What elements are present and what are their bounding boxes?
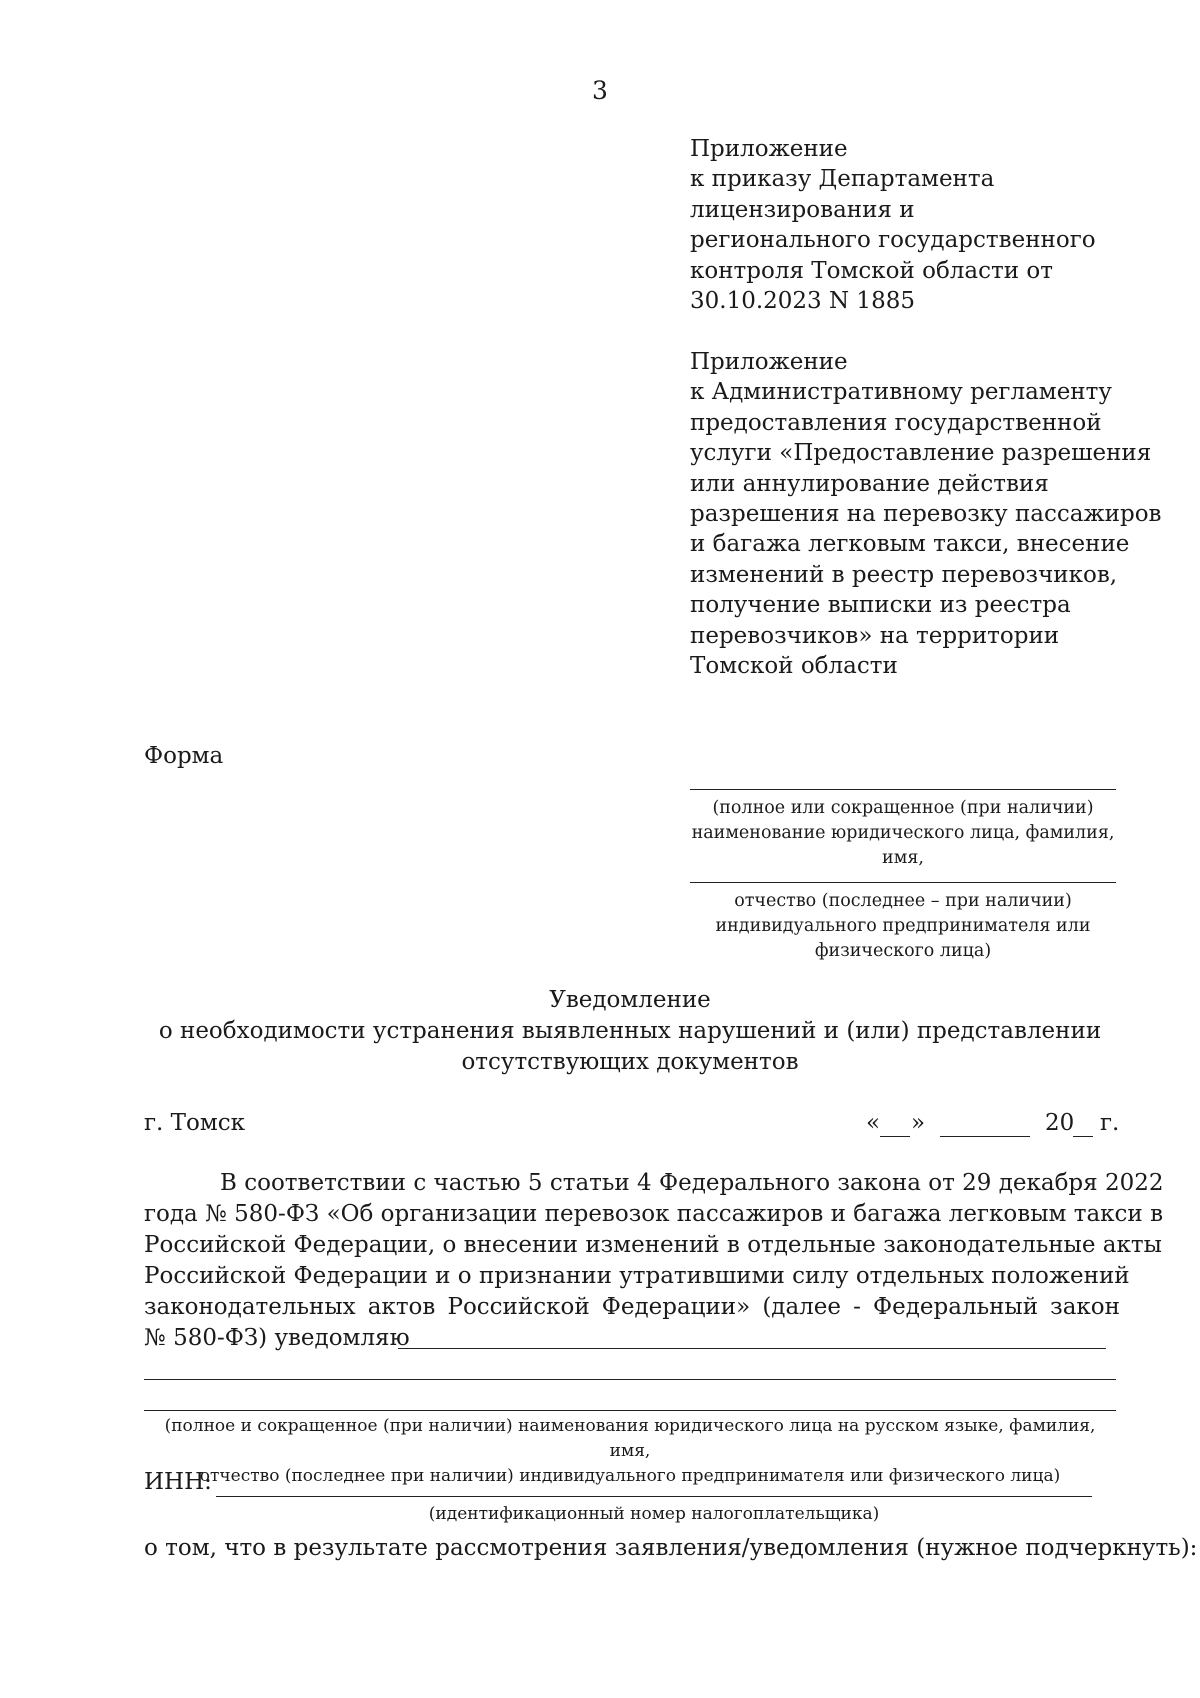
recipient-caption-2	[690, 889, 1116, 964]
body-line: Российской Федерации и о признании утратившими силу отдельных положений	[144, 1263, 1130, 1289]
appendix-regulation-line: Приложение	[690, 349, 848, 375]
appendix-regulation-line: получение выписки из реестра	[690, 592, 1071, 619]
closing-line: о том, что в результате рассмотрения заявления/уведомления (нужное подчеркнуть):	[144, 1535, 1198, 1561]
recipient-patronymic-field-line[interactable]	[690, 882, 1116, 883]
body-line: законодательных актов Российской Федерации» (далее - Федеральный закон	[144, 1294, 1120, 1320]
appendix-regulation-line: к Административному регламенту	[690, 379, 1112, 406]
date-close-quote: »	[911, 1110, 926, 1136]
appendix-regulation-line: и багажа легковым такси, внесение	[690, 531, 1130, 558]
caption-line: (полное и сокращенное (при наличии) наименования юридического лица на русском языке, фамилия, имя,	[164, 1416, 1096, 1461]
recipient-name-field-line[interactable]	[690, 789, 1116, 790]
appendix-order-line: лицензирования и	[690, 196, 915, 223]
entity-name-field-line-2[interactable]	[144, 1410, 1116, 1411]
inn-label: ИНН:	[144, 1469, 212, 1495]
caption-line: отчество (последнее при наличии) индивидуального предпринимателя или физического лица)	[199, 1466, 1061, 1486]
date-month-field[interactable]	[940, 1136, 1030, 1137]
appendix-order-line: регионального государственного	[690, 227, 1096, 254]
appendix-regulation-line: предоставления государственной	[690, 409, 1102, 436]
appendix-regulation-line: Томской области	[690, 653, 898, 680]
caption-line: имя,	[882, 848, 924, 868]
appendix-order-line: 30.10.2023 N 1885	[690, 288, 915, 315]
body-line: года № 580-ФЗ «Об организации перевозок пассажиров и багажа легковым такси в	[144, 1201, 1164, 1227]
appendix-order-line: контроля Томской области от	[690, 257, 1053, 284]
entity-name-field-line-1[interactable]	[144, 1379, 1116, 1380]
date-open-quote: «	[866, 1110, 881, 1136]
form-label: Форма	[144, 743, 224, 769]
appendix-regulation-line: или аннулирование действия	[690, 470, 1049, 497]
recipient-caption-1	[690, 796, 1116, 871]
caption-line: (полное или сокращенное (при наличии)	[712, 798, 1094, 818]
title-subheading: отсутствующих документов	[461, 1049, 799, 1075]
appendix-order-line: Приложение	[690, 136, 848, 162]
caption-line: физического лица)	[814, 941, 992, 961]
date-day-field[interactable]	[880, 1136, 910, 1137]
date-year-prefix: 20	[1045, 1110, 1075, 1136]
appendix-order-block	[690, 134, 1150, 316]
notification-recipient-field[interactable]	[398, 1348, 1106, 1349]
caption-line: отчество (последнее – при наличии)	[734, 891, 1072, 911]
inn-caption: (идентификационный номер налогоплательщика)	[428, 1504, 880, 1524]
page-number: 3	[592, 76, 608, 105]
appendix-regulation-line: перевозчиков» на территории	[690, 622, 1060, 649]
caption-line: наименование юридического лица, фамилия,	[691, 823, 1115, 843]
title-heading: Уведомление	[549, 987, 711, 1013]
body-last-line: № 580-ФЗ) уведомляю	[144, 1325, 410, 1351]
appendix-regulation-line: изменений в реестр перевозчиков,	[690, 561, 1118, 588]
body-line: Российской Федерации, о внесении изменений в отдельные законодательные акты	[144, 1232, 1162, 1258]
appendix-regulation-line: услуги «Предоставление разрешения	[690, 440, 1152, 467]
place-label: г. Томск	[144, 1110, 246, 1136]
body-line: В соответствии с частью 5 статьи 4 Федерального закона от 29 декабря 2022	[220, 1170, 1164, 1196]
appendix-regulation-block	[690, 347, 1162, 681]
caption-line: индивидуального предпринимателя или	[715, 916, 1091, 936]
appendix-regulation-line: разрешения на перевозку пассажиров	[690, 501, 1162, 528]
inn-field[interactable]	[216, 1496, 1092, 1497]
appendix-order-line: к приказу Департамента	[690, 166, 995, 193]
document-title	[0, 985, 1200, 1078]
date-year-field[interactable]	[1073, 1136, 1093, 1137]
date-year-suffix: г.	[1100, 1110, 1120, 1136]
entity-caption	[144, 1414, 1116, 1489]
body-paragraph	[144, 1168, 1164, 1323]
title-subheading: о необходимости устранения выявленных нарушений и (или) представлении	[158, 1018, 1102, 1044]
